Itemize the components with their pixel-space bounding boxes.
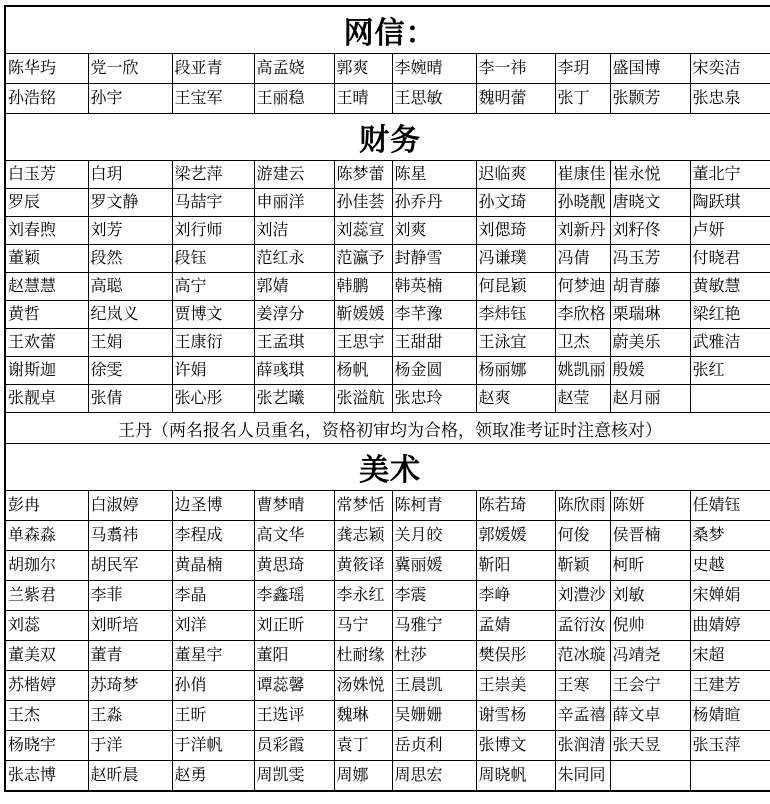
- name-cell: 曲婧婷: [690, 611, 770, 641]
- roster-table-body: [5, 6, 770, 791]
- name-cell: 谭蕊馨: [254, 671, 334, 701]
- section-header-row: [5, 444, 770, 491]
- name-row: [5, 671, 770, 701]
- name-cell: 孟衍汝: [555, 611, 610, 641]
- name-cell: 赵爽: [476, 385, 555, 413]
- name-row: [5, 385, 770, 413]
- name-cell: 单森淼: [5, 521, 88, 551]
- name-cell: 李程成: [172, 521, 254, 551]
- name-cell: 王孟琪: [254, 329, 334, 357]
- name-cell: 马雅宁: [392, 611, 476, 641]
- name-cell: 李菲: [88, 581, 172, 611]
- name-cell: 李芊豫: [392, 301, 476, 329]
- name-cell: 董青: [88, 641, 172, 671]
- name-cell: 卫杰: [555, 329, 610, 357]
- name-row: [5, 273, 770, 301]
- name-cell: 蔚美乐: [610, 329, 690, 357]
- name-cell: 韩鹏: [334, 273, 392, 301]
- name-cell: 朱同同: [555, 761, 610, 792]
- name-cell: 董颖: [5, 245, 88, 273]
- name-cell: 岳贞利: [392, 731, 476, 761]
- name-cell: 魏琳: [334, 701, 392, 731]
- name-cell: 何俊: [555, 521, 610, 551]
- name-cell: 李峥: [476, 581, 555, 611]
- name-cell: 柯昕: [610, 551, 690, 581]
- name-cell: 陈妍: [610, 491, 690, 521]
- name-cell: 李炜钰: [476, 301, 555, 329]
- name-cell: 周晓帆: [476, 761, 555, 792]
- name-cell: 杜莎: [392, 641, 476, 671]
- name-cell: 武雅洁: [690, 329, 770, 357]
- name-cell: 冀丽媛: [392, 551, 476, 581]
- name-cell: 王淼: [88, 701, 172, 731]
- name-cell: 高宁: [172, 273, 254, 301]
- name-cell: 刘籽佟: [610, 217, 690, 245]
- name-cell: 白玥: [88, 161, 172, 189]
- name-cell: 任婧钰: [690, 491, 770, 521]
- name-cell: 孙俏: [172, 671, 254, 701]
- name-cell: 员彩霞: [254, 731, 334, 761]
- name-cell: 龚志颖: [334, 521, 392, 551]
- name-cell: 张忠泉: [690, 84, 770, 114]
- roster-table: [4, 5, 770, 792]
- name-cell: 党一欣: [88, 54, 172, 84]
- name-row: [5, 491, 770, 521]
- name-cell: 陈欣雨: [555, 491, 610, 521]
- name-cell: 李鑫瑶: [254, 581, 334, 611]
- name-cell: 王丽稳: [254, 84, 334, 114]
- section-header-row: [5, 114, 770, 161]
- name-cell: 李欣格: [555, 301, 610, 329]
- name-cell: 高文华: [254, 521, 334, 551]
- name-cell: 冯玉芳: [610, 245, 690, 273]
- name-cell: 陶跃琪: [690, 189, 770, 217]
- name-cell: 赵莹: [555, 385, 610, 413]
- name-cell: 韩英楠: [392, 273, 476, 301]
- name-cell: 刘昕培: [88, 611, 172, 641]
- name-cell: 张靓卓: [5, 385, 88, 413]
- name-row: [5, 701, 770, 731]
- name-cell: 谢斯迦: [5, 357, 88, 385]
- name-cell: 唐晓文: [610, 189, 690, 217]
- name-cell: 王崇美: [476, 671, 555, 701]
- name-cell: 刘洁: [254, 217, 334, 245]
- name-cell: 王选评: [254, 701, 334, 731]
- name-cell: 封静雪: [392, 245, 476, 273]
- name-cell: 范红永: [254, 245, 334, 273]
- name-row: [5, 357, 770, 385]
- name-cell: 赵月丽: [610, 385, 690, 413]
- name-cell: 张志博: [5, 761, 88, 792]
- name-cell: 马喆宇: [172, 189, 254, 217]
- name-cell: 于洋帆: [172, 731, 254, 761]
- name-cell: 侯晋楠: [610, 521, 690, 551]
- name-row: [5, 161, 770, 189]
- name-cell: 白玉芳: [5, 161, 88, 189]
- name-cell: 樊俣彤: [476, 641, 555, 671]
- name-row: [5, 329, 770, 357]
- name-row: [5, 731, 770, 761]
- name-cell: 黄哲: [5, 301, 88, 329]
- name-cell: 刘洋: [172, 611, 254, 641]
- name-cell: 张颢芳: [610, 84, 690, 114]
- name-cell: 王会宁: [610, 671, 690, 701]
- name-cell: 桑梦: [690, 521, 770, 551]
- name-row: [5, 521, 770, 551]
- name-cell: 冯谦璞: [476, 245, 555, 273]
- name-cell: 黄筱译: [334, 551, 392, 581]
- name-cell: 郭爽: [334, 54, 392, 84]
- name-cell: 刘偲琦: [476, 217, 555, 245]
- name-cell: 王欢蕾: [5, 329, 88, 357]
- name-row: [5, 761, 770, 792]
- name-cell: 孙晓靓: [555, 189, 610, 217]
- name-cell: 黄思琦: [254, 551, 334, 581]
- name-cell: 游建云: [254, 161, 334, 189]
- name-cell: 孙宇: [88, 84, 172, 114]
- name-cell: 胡青藤: [610, 273, 690, 301]
- name-cell: 栗瑞琳: [610, 301, 690, 329]
- name-cell: 陈柯青: [392, 491, 476, 521]
- name-cell: 范冰璇: [555, 641, 610, 671]
- name-cell: 靳颖: [555, 551, 610, 581]
- name-cell: 张玉萍: [690, 731, 770, 761]
- name-cell: 孟婧: [476, 611, 555, 641]
- empty-cell: [690, 761, 770, 792]
- name-cell: 王思敏: [392, 84, 476, 114]
- section-title: 网信：: [5, 6, 770, 54]
- name-cell: 张溢航: [334, 385, 392, 413]
- name-cell: 郭媛媛: [476, 521, 555, 551]
- name-cell: 王宝军: [172, 84, 254, 114]
- name-cell: 张艺曦: [254, 385, 334, 413]
- section-title: 美术: [5, 444, 770, 491]
- name-cell: 王杰: [5, 701, 88, 731]
- name-row: [5, 641, 770, 671]
- name-cell: 付晓君: [690, 245, 770, 273]
- name-cell: 姜淳分: [254, 301, 334, 329]
- section-title: 财务: [5, 114, 770, 161]
- name-cell: 何昆颖: [476, 273, 555, 301]
- name-cell: 张心彤: [172, 385, 254, 413]
- note-cell: 王丹（两名报名人员重名，资格初审均为合格，领取准考证时注意核对）: [5, 413, 770, 444]
- name-cell: 卢妍: [690, 217, 770, 245]
- name-cell: 薛文卓: [610, 701, 690, 731]
- name-cell: 宋奕洁: [690, 54, 770, 84]
- name-row: [5, 54, 770, 84]
- name-cell: 杨金圆: [392, 357, 476, 385]
- name-cell: 董美双: [5, 641, 88, 671]
- name-cell: 孙文琦: [476, 189, 555, 217]
- name-cell: 陈华玙: [5, 54, 88, 84]
- name-cell: 王晨凯: [392, 671, 476, 701]
- name-cell: 刘澧沙: [555, 581, 610, 611]
- name-cell: 黄敏慧: [690, 273, 770, 301]
- name-cell: 王娟: [88, 329, 172, 357]
- name-row: [5, 611, 770, 641]
- name-cell: 段亚青: [172, 54, 254, 84]
- name-cell: 王寒: [555, 671, 610, 701]
- name-row: [5, 217, 770, 245]
- name-cell: 段然: [88, 245, 172, 273]
- name-cell: 董北宁: [690, 161, 770, 189]
- name-cell: 何梦迪: [555, 273, 610, 301]
- name-cell: 郭婧: [254, 273, 334, 301]
- name-cell: 魏明蕾: [476, 84, 555, 114]
- name-cell: 梁红艳: [690, 301, 770, 329]
- name-cell: 李一祎: [476, 54, 555, 84]
- empty-cell: [690, 385, 770, 413]
- name-cell: 胡珈尔: [5, 551, 88, 581]
- name-cell: 冯倩: [555, 245, 610, 273]
- name-cell: 关月皎: [392, 521, 476, 551]
- name-cell: 刘正昕: [254, 611, 334, 641]
- name-row: [5, 581, 770, 611]
- name-cell: 杨丽娜: [476, 357, 555, 385]
- name-cell: 王晴: [334, 84, 392, 114]
- name-row: [5, 301, 770, 329]
- name-cell: 刘蕊宣: [334, 217, 392, 245]
- name-cell: 周凯雯: [254, 761, 334, 792]
- name-cell: 薛彧琪: [254, 357, 334, 385]
- name-cell: 陈若琦: [476, 491, 555, 521]
- name-cell: 刘蕊: [5, 611, 88, 641]
- name-cell: 张倩: [88, 385, 172, 413]
- name-row: [5, 551, 770, 581]
- name-cell: 宋婵娟: [690, 581, 770, 611]
- name-cell: 赵慧慧: [5, 273, 88, 301]
- name-cell: 孙浩铭: [5, 84, 88, 114]
- name-cell: 杨晓宇: [5, 731, 88, 761]
- name-cell: 周思宏: [392, 761, 476, 792]
- name-cell: 杨婧暄: [690, 701, 770, 731]
- name-cell: 迟临爽: [476, 161, 555, 189]
- name-cell: 刘新丹: [555, 217, 610, 245]
- name-cell: 王泳宜: [476, 329, 555, 357]
- name-cell: 史越: [690, 551, 770, 581]
- name-cell: 周娜: [334, 761, 392, 792]
- name-cell: 董阳: [254, 641, 334, 671]
- name-cell: 陈星: [392, 161, 476, 189]
- name-cell: 赵勇: [172, 761, 254, 792]
- note-row: [5, 413, 770, 444]
- name-cell: 汤姝悦: [334, 671, 392, 701]
- empty-cell: [610, 761, 690, 792]
- name-cell: 张丁: [555, 84, 610, 114]
- name-cell: 谢雪杨: [476, 701, 555, 731]
- name-cell: 高聪: [88, 273, 172, 301]
- name-cell: 常梦恬: [334, 491, 392, 521]
- name-cell: 贾博文: [172, 301, 254, 329]
- name-cell: 刘爽: [392, 217, 476, 245]
- name-cell: 范瀛予: [334, 245, 392, 273]
- name-cell: 张润清: [555, 731, 610, 761]
- name-cell: 苏楷婷: [5, 671, 88, 701]
- name-cell: 刘芳: [88, 217, 172, 245]
- name-cell: 刘行师: [172, 217, 254, 245]
- section-header-row: [5, 6, 770, 54]
- name-cell: 杜耐缘: [334, 641, 392, 671]
- name-cell: 董星宇: [172, 641, 254, 671]
- name-cell: 申丽洋: [254, 189, 334, 217]
- name-cell: 袁丁: [334, 731, 392, 761]
- name-cell: 殷媛: [610, 357, 690, 385]
- name-cell: 于洋: [88, 731, 172, 761]
- name-cell: 刘春煦: [5, 217, 88, 245]
- name-cell: 刘敏: [610, 581, 690, 611]
- name-cell: 高孟娆: [254, 54, 334, 84]
- name-cell: 孙乔丹: [392, 189, 476, 217]
- name-cell: 曹梦晴: [254, 491, 334, 521]
- name-cell: 吴姗姗: [392, 701, 476, 731]
- name-cell: 兰紫君: [5, 581, 88, 611]
- name-cell: 梁艺萍: [172, 161, 254, 189]
- name-cell: 盛国博: [610, 54, 690, 84]
- name-cell: 陈梦蕾: [334, 161, 392, 189]
- name-cell: 崔永悦: [610, 161, 690, 189]
- name-cell: 王建芳: [690, 671, 770, 701]
- name-cell: 白淑婷: [88, 491, 172, 521]
- name-cell: 靳阳: [476, 551, 555, 581]
- name-cell: 王昕: [172, 701, 254, 731]
- name-cell: 胡民军: [88, 551, 172, 581]
- name-cell: 冯靖尧: [610, 641, 690, 671]
- name-cell: 王康衍: [172, 329, 254, 357]
- name-cell: 姚凯丽: [555, 357, 610, 385]
- name-row: [5, 189, 770, 217]
- name-cell: 王思宇: [334, 329, 392, 357]
- name-row: [5, 84, 770, 114]
- name-cell: 马宁: [334, 611, 392, 641]
- name-cell: 李震: [392, 581, 476, 611]
- name-cell: 辛孟禧: [555, 701, 610, 731]
- name-cell: 李晶: [172, 581, 254, 611]
- name-cell: 王甜甜: [392, 329, 476, 357]
- name-cell: 倪帅: [610, 611, 690, 641]
- name-cell: 彭冉: [5, 491, 88, 521]
- name-cell: 李婉晴: [392, 54, 476, 84]
- name-cell: 张博文: [476, 731, 555, 761]
- name-cell: 赵昕晨: [88, 761, 172, 792]
- name-cell: 罗文静: [88, 189, 172, 217]
- name-row: [5, 245, 770, 273]
- name-cell: 张忠玲: [392, 385, 476, 413]
- name-cell: 黄晶楠: [172, 551, 254, 581]
- name-cell: 段钰: [172, 245, 254, 273]
- name-cell: 崔康佳: [555, 161, 610, 189]
- name-cell: 张红: [690, 357, 770, 385]
- name-cell: 李玥: [555, 54, 610, 84]
- name-cell: 靳媛媛: [334, 301, 392, 329]
- name-cell: 李永红: [334, 581, 392, 611]
- name-cell: 孙佳荟: [334, 189, 392, 217]
- name-cell: 苏琦梦: [88, 671, 172, 701]
- name-cell: 纪岚义: [88, 301, 172, 329]
- name-cell: 杨帆: [334, 357, 392, 385]
- name-cell: 徐雯: [88, 357, 172, 385]
- name-cell: 马翥祎: [88, 521, 172, 551]
- name-cell: 罗辰: [5, 189, 88, 217]
- name-cell: 张天昱: [610, 731, 690, 761]
- name-cell: 边圣博: [172, 491, 254, 521]
- name-cell: 许娟: [172, 357, 254, 385]
- name-cell: 宋超: [690, 641, 770, 671]
